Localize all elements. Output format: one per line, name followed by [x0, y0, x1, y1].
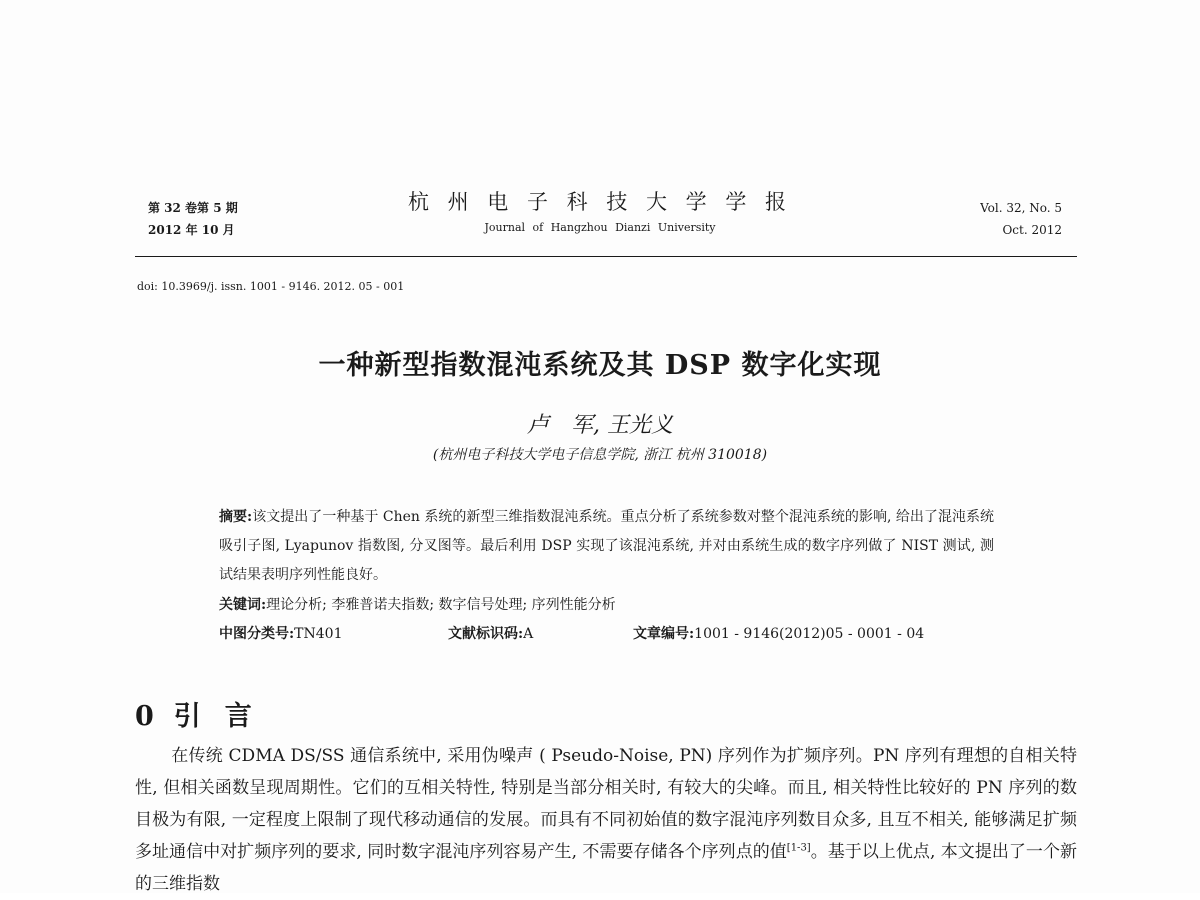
abstract-text: 该文提出了一种基于 Chen 系统的新型三维指数混沌系统。重点分析了系统参数对整个混沌系统的影响, 给出了混沌系统吸引子图, Lyapunov 指数图, 分叉图等。最后利用 DSP 实现了该混沌系统, 并对由系统生成的数字序列做了 NIST 测试, 测试结果表明序列性能良好。 — [219, 509, 995, 583]
author-list: 卢 军, 王光义 — [527, 413, 673, 438]
section-title-part-1: 引 — [173, 701, 203, 732]
introduction-paragraph — [135, 740, 1077, 900]
section-title-part-2: 言 — [224, 701, 254, 732]
publication-date-en: Oct. 2012 — [1002, 223, 1062, 237]
doi-line: doi: 10.3969/j. issn. 1001 - 9146. 2012. 05 - 001 — [137, 280, 405, 293]
document-code-label: 文献标识码: — [448, 626, 524, 642]
document-code — [448, 620, 533, 649]
running-header-right — [980, 197, 1062, 241]
article-number-label: 文章编号: — [633, 626, 695, 642]
citation-ref: [1-3] — [786, 842, 811, 854]
abstract-label: 摘要: — [219, 509, 253, 525]
journal-title-cn: 杭 州 电 子 科 技 大 学 学 报 — [407, 190, 793, 214]
article-number-value: 1001 - 9146(2012)05 - 0001 - 04 — [694, 626, 925, 642]
document-code-value: A — [523, 626, 534, 642]
keywords-label: 关键词: — [219, 597, 267, 613]
volume-issue-cn: 第 32 卷第 5 期 — [148, 201, 238, 215]
body-text-part-1: 在传统 CDMA DS/SS 通信系统中, 采用伪噪声 ( Pseudo-Noise, PN) 序列作为扩频序列。PN 序列有理想的自相关特性, 但相关函数呈现周期性。它们的互相关特性, 特别是当部分相关时, 有较大的尖峰。而且, 相关特性比较好的 PN 序列的数目极为有限, 一定程度上限制了现代移动通信的发展。而具有不同初始值的数字混沌序列数目众多, 且互不相关, 能够满足扩频多址通信中对扩频序列的要求, 同时数字混沌序列容易产生, 不需要存储各个序列点的值 — [135, 746, 1077, 862]
keywords — [219, 591, 994, 620]
classification-line — [219, 620, 994, 649]
publication-date-cn: 2012 年 10 月 — [148, 223, 235, 237]
clc-label: 中图分类号: — [219, 626, 295, 642]
author-affiliation: (杭州电子科技大学电子信息学院, 浙江 杭州 310018) — [432, 447, 768, 463]
running-header-left — [148, 197, 238, 241]
clc-number — [219, 626, 342, 642]
section-number: 0 — [135, 701, 156, 732]
section-heading-introduction — [135, 694, 254, 733]
keywords-text: 理论分析; 李雅普诺夫指数; 数字信号处理; 序列性能分析 — [266, 597, 616, 613]
header-rule — [135, 256, 1077, 257]
abstract — [219, 503, 994, 590]
volume-issue-en: Vol. 32, No. 5 — [980, 201, 1062, 215]
article-number — [633, 620, 924, 649]
paper-title: 一种新型指数混沌系统及其 DSP 数字化实现 — [318, 350, 882, 381]
body-text-part-2: 。基于以上优点, 本文提出了一个新的三维指数 — [135, 842, 1077, 894]
running-header-center — [300, 189, 900, 238]
clc-value: TN401 — [294, 626, 343, 642]
journal-title-en: Journal of Hangzhou Dianzi University — [484, 221, 716, 234]
